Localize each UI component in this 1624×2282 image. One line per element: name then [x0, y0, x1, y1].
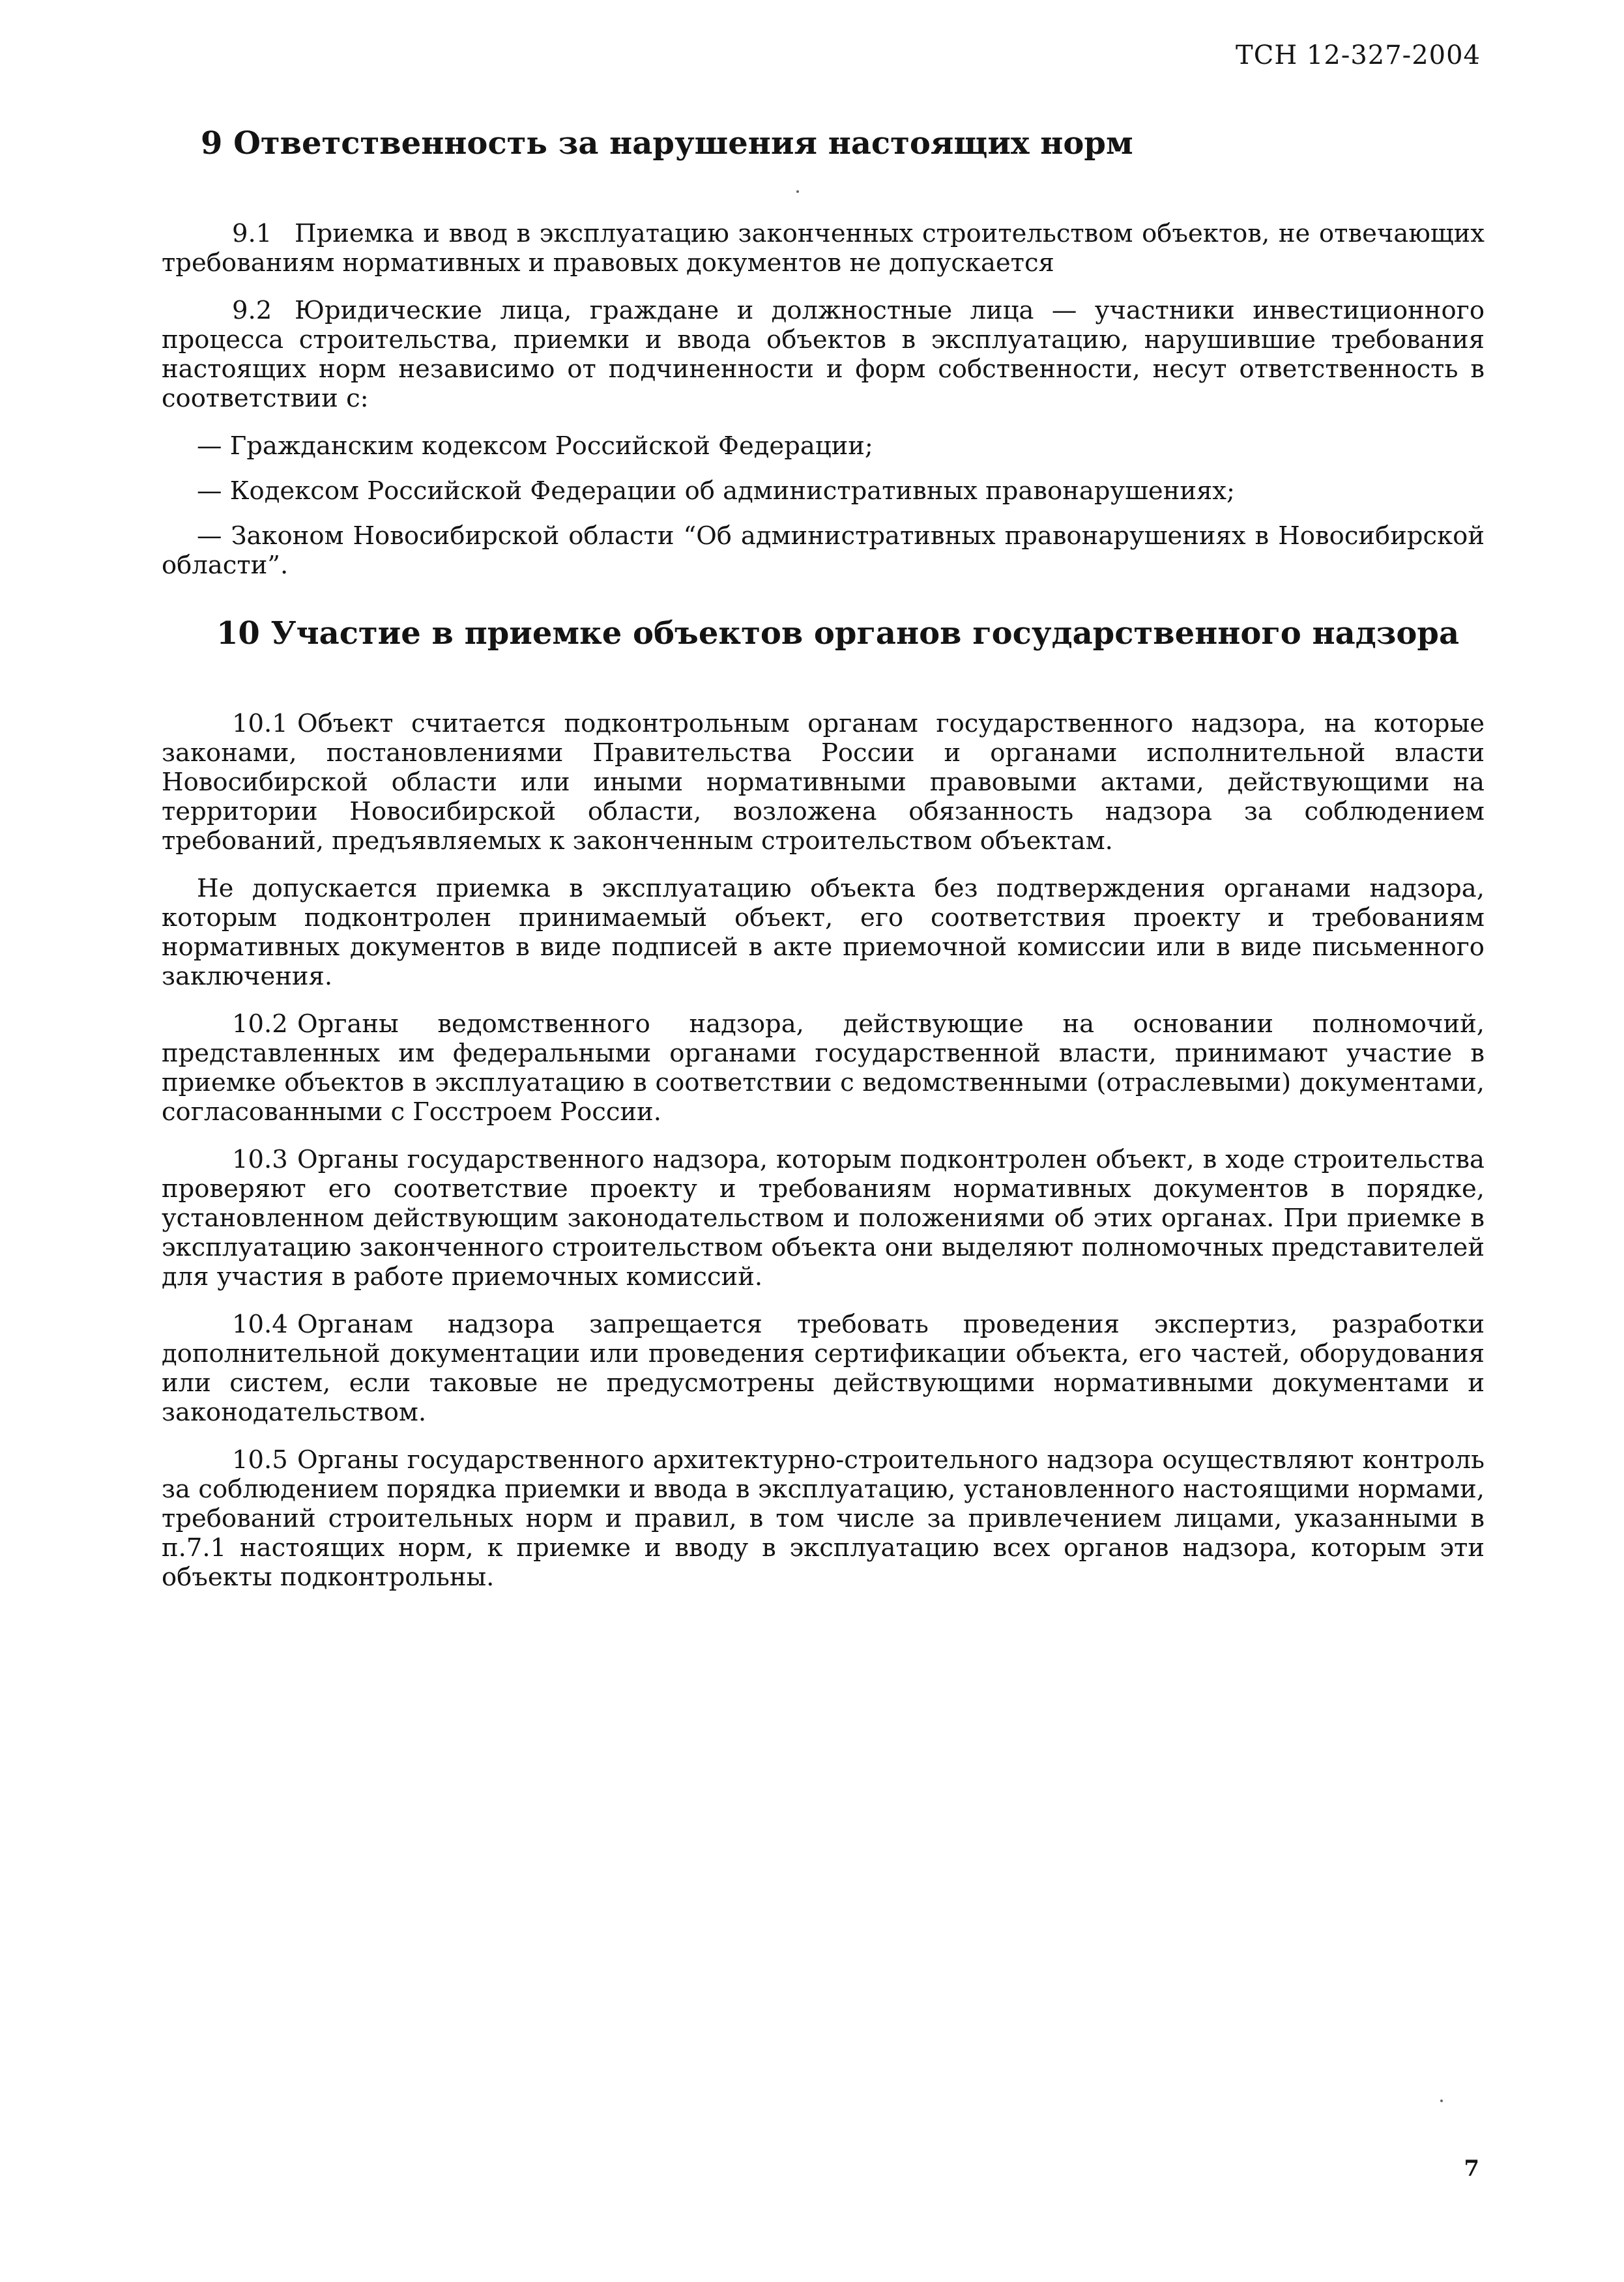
clause-text: Приемка и ввод в эксплуатацию законченных строительством объектов, не отвечающих требованиям нормативных и правовых документов не допускается	[162, 219, 1485, 278]
clause-number: 10.1	[232, 709, 288, 738]
clause-9-1	[162, 219, 1485, 278]
clause-9-2	[162, 296, 1485, 413]
clause-10-1-continued: Не допускается приемка в эксплуатацию объекта без подтверждения органами надзора, которым подконтролен принимаемый объект, его соответствия проекту и требованиям нормативных документов в виде подписей в акте приемочной комиссии или в виде письменного заключения.	[162, 874, 1485, 991]
clause-text: Органам надзора запрещается требовать проведения экспертиз, разработки дополнительной документации или проведения сертификации объекта, его частей, оборудования или систем, если таковые не предусмотрены действующими нормативными документами и законодательством.	[162, 1310, 1485, 1427]
clause-text: Юридические лица, граждане и должностные лица — участники инвестиционного процесса строительства, приемки и ввода объектов в эксплуатацию, нарушившие требования настоящих норм независимо от подчиненности и форм собственности, несут ответственность в соответствии с:	[162, 296, 1485, 413]
clause-number: 10.5	[232, 1445, 288, 1475]
clause-number: 10.2	[232, 1009, 288, 1039]
clause-text: Объект считается подконтрольным органам государственного надзора, на которые законами, постановлениями Правительства России и органами исполнительной власти Новосибирской области или иными нормативными правовыми актами, действующими на территории Новосибирской области, возложена обязанность надзора за соблюдением требований, предъявляемых к законченным строительством объектам.	[162, 709, 1485, 856]
clause-number: 10.4	[232, 1310, 288, 1339]
clause-text: Органы государственного архитектурно-строительного надзора осуществляют контроль за соблюдением порядка приемки и ввода в эксплуатацию, установленного настоящими нормами, требований строительных норм и правил, в том числе за привлечением лицами, указанными в п.7.1 настоящих норм, к приемке и вводу в эксплуатацию всех органов надзора, которым эти объекты подконтрольны.	[162, 1445, 1485, 1592]
clause-number: 9.1	[232, 219, 272, 248]
document-code: ТСН 12-327-2004	[1236, 40, 1481, 70]
clause-number: 10.3	[232, 1145, 288, 1174]
clause-10-4	[162, 1310, 1485, 1427]
clause-text: Органы государственного надзора, которым подконтролен объект, в ходе строительства проверяют его соответствие проекту и требованиям нормативных документов в порядке, установленном действующим законодательством и положениями об этих органах. При приемке в эксплуатацию законченного строительством объекта они выделяют полномочных представителей для участия в работе приемочных комиссий.	[162, 1145, 1485, 1292]
page-number: 7	[1464, 2156, 1479, 2182]
scan-speck	[1440, 2100, 1443, 2102]
list-item-admin-code: — Кодексом Российской Федерации об административных правонарушениях;	[197, 476, 1235, 506]
clause-10-5	[162, 1445, 1485, 1592]
section-10-title: 10 Участие в приемке объектов органов государственного надзора	[216, 615, 1460, 652]
clause-10-3	[162, 1145, 1485, 1292]
clause-10-1	[162, 709, 1485, 856]
clause-10-2	[162, 1009, 1485, 1127]
list-item-regional-law: — Законом Новосибирской области “Об административных правонарушениях в Новосибирской области”.	[162, 521, 1485, 580]
list-item-civil-code: — Гражданским кодексом Российской Федерации;	[197, 431, 873, 461]
page-content	[162, 124, 1485, 1610]
clause-text: Органы ведомственного надзора, действующие на основании полномочий, представленных им федеральными органами государственной власти, принимают участие в приемке объектов в эксплуатацию в соответствии с ведомственными (отраслевыми) документами, согласованными с Госстроем России.	[162, 1009, 1485, 1127]
section-9-title: 9 Ответственность за нарушения настоящих норм	[201, 125, 1133, 162]
clause-number: 9.2	[232, 296, 272, 325]
scan-speck	[796, 190, 799, 193]
